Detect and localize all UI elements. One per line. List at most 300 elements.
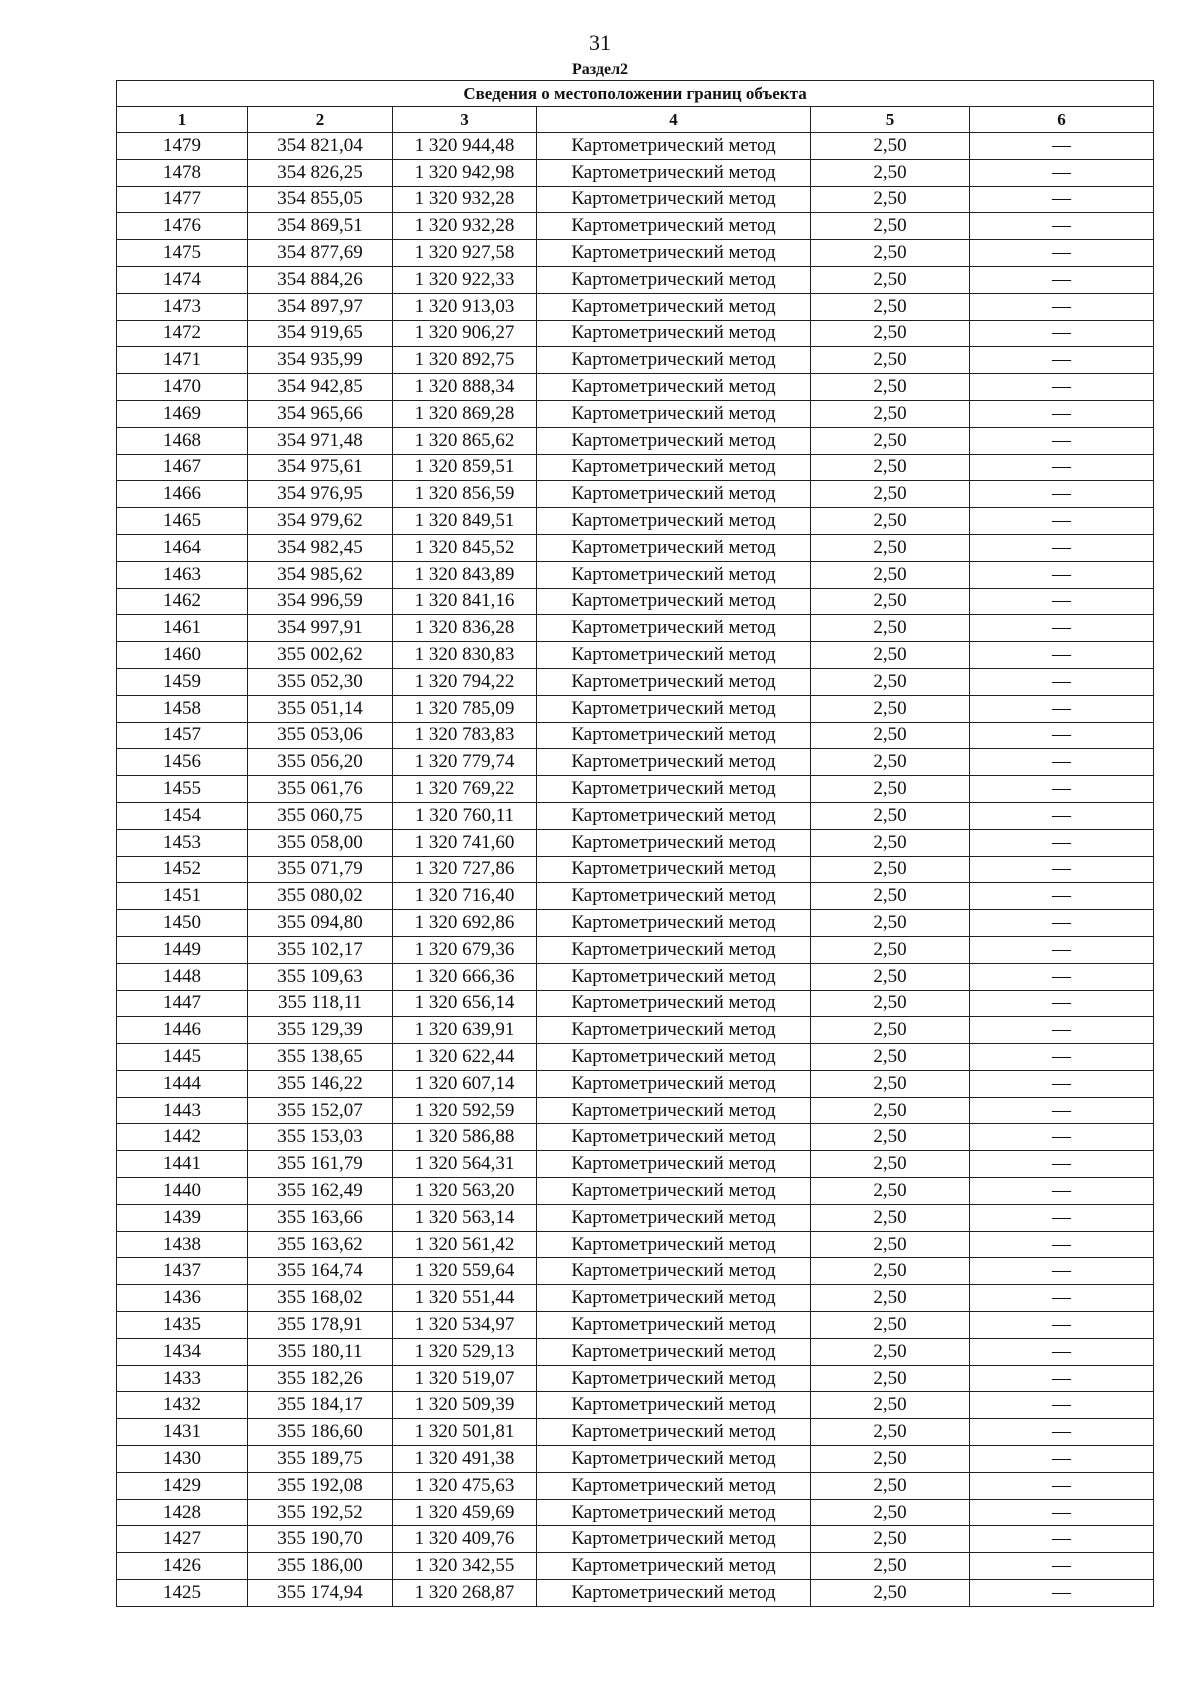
table-body bbox=[117, 133, 1154, 1607]
accuracy-cell: 2,50 bbox=[811, 266, 970, 293]
y-coordinate-cell: 1 320 563,20 bbox=[393, 1178, 537, 1205]
x-coordinate-cell: 355 051,14 bbox=[248, 695, 393, 722]
y-coordinate-cell: 1 320 666,36 bbox=[393, 963, 537, 990]
table-row bbox=[117, 1338, 1154, 1365]
y-coordinate-cell: 1 320 869,28 bbox=[393, 400, 537, 427]
accuracy-cell: 2,50 bbox=[811, 695, 970, 722]
accuracy-cell: 2,50 bbox=[811, 588, 970, 615]
description-cell: — bbox=[970, 159, 1154, 186]
point-number-cell: 1468 bbox=[117, 427, 248, 454]
method-cell: Картометрический метод bbox=[537, 400, 811, 427]
y-coordinate-cell: 1 320 794,22 bbox=[393, 668, 537, 695]
point-number-cell: 1432 bbox=[117, 1392, 248, 1419]
point-number-cell: 1443 bbox=[117, 1097, 248, 1124]
description-cell: — bbox=[970, 1017, 1154, 1044]
accuracy-cell: 2,50 bbox=[811, 1258, 970, 1285]
y-coordinate-cell: 1 320 760,11 bbox=[393, 802, 537, 829]
method-cell: Картометрический метод bbox=[537, 1419, 811, 1446]
point-number-cell: 1471 bbox=[117, 347, 248, 374]
table-row bbox=[117, 1124, 1154, 1151]
y-coordinate-cell: 1 320 845,52 bbox=[393, 534, 537, 561]
description-cell: — bbox=[970, 615, 1154, 642]
table-row bbox=[117, 1178, 1154, 1205]
description-cell: — bbox=[970, 133, 1154, 160]
accuracy-cell: 2,50 bbox=[811, 508, 970, 535]
accuracy-cell: 2,50 bbox=[811, 320, 970, 347]
description-cell: — bbox=[970, 910, 1154, 937]
method-cell: Картометрический метод bbox=[537, 642, 811, 669]
x-coordinate-cell: 354 997,91 bbox=[248, 615, 393, 642]
table-row bbox=[117, 695, 1154, 722]
method-cell: Картометрический метод bbox=[537, 427, 811, 454]
description-cell: — bbox=[970, 722, 1154, 749]
method-cell: Картометрический метод bbox=[537, 1204, 811, 1231]
x-coordinate-cell: 354 826,25 bbox=[248, 159, 393, 186]
table-row bbox=[117, 320, 1154, 347]
x-coordinate-cell: 355 002,62 bbox=[248, 642, 393, 669]
x-coordinate-cell: 355 163,62 bbox=[248, 1231, 393, 1258]
point-number-cell: 1455 bbox=[117, 776, 248, 803]
accuracy-cell: 2,50 bbox=[811, 159, 970, 186]
description-cell: — bbox=[970, 1499, 1154, 1526]
table-row bbox=[117, 133, 1154, 160]
table-row bbox=[117, 481, 1154, 508]
accuracy-cell: 2,50 bbox=[811, 1419, 970, 1446]
point-number-cell: 1472 bbox=[117, 320, 248, 347]
x-coordinate-cell: 355 153,03 bbox=[248, 1124, 393, 1151]
point-number-cell: 1470 bbox=[117, 374, 248, 401]
table-row bbox=[117, 615, 1154, 642]
table-row bbox=[117, 1070, 1154, 1097]
method-cell: Картометрический метод bbox=[537, 1580, 811, 1607]
method-cell: Картометрический метод bbox=[537, 1446, 811, 1473]
accuracy-cell: 2,50 bbox=[811, 668, 970, 695]
method-cell: Картометрический метод bbox=[537, 347, 811, 374]
table-row bbox=[117, 454, 1154, 481]
y-coordinate-cell: 1 320 656,14 bbox=[393, 990, 537, 1017]
table-row bbox=[117, 990, 1154, 1017]
description-cell: — bbox=[970, 1231, 1154, 1258]
table-row bbox=[117, 159, 1154, 186]
method-cell: Картометрический метод bbox=[537, 508, 811, 535]
point-number-cell: 1447 bbox=[117, 990, 248, 1017]
x-coordinate-cell: 355 053,06 bbox=[248, 722, 393, 749]
description-cell: — bbox=[970, 1419, 1154, 1446]
description-cell: — bbox=[970, 1392, 1154, 1419]
x-coordinate-cell: 355 180,11 bbox=[248, 1338, 393, 1365]
y-coordinate-cell: 1 320 561,42 bbox=[393, 1231, 537, 1258]
point-number-cell: 1462 bbox=[117, 588, 248, 615]
point-number-cell: 1456 bbox=[117, 749, 248, 776]
point-number-cell: 1465 bbox=[117, 508, 248, 535]
table-row bbox=[117, 1499, 1154, 1526]
accuracy-cell: 2,50 bbox=[811, 240, 970, 267]
x-coordinate-cell: 355 162,49 bbox=[248, 1178, 393, 1205]
table-caption: Сведения о местоположении границ объекта bbox=[117, 81, 1154, 107]
y-coordinate-cell: 1 320 942,98 bbox=[393, 159, 537, 186]
method-cell: Картометрический метод bbox=[537, 1258, 811, 1285]
method-cell: Картометрический метод bbox=[537, 829, 811, 856]
point-number-cell: 1448 bbox=[117, 963, 248, 990]
accuracy-cell: 2,50 bbox=[811, 561, 970, 588]
table-row bbox=[117, 1258, 1154, 1285]
point-number-cell: 1460 bbox=[117, 642, 248, 669]
accuracy-cell: 2,50 bbox=[811, 481, 970, 508]
point-number-cell: 1428 bbox=[117, 1499, 248, 1526]
section-title: Раздел2 bbox=[571, 61, 629, 78]
x-coordinate-cell: 355 163,66 bbox=[248, 1204, 393, 1231]
y-coordinate-cell: 1 320 944,48 bbox=[393, 133, 537, 160]
accuracy-cell: 2,50 bbox=[811, 856, 970, 883]
method-cell: Картометрический метод bbox=[537, 374, 811, 401]
accuracy-cell: 2,50 bbox=[811, 1097, 970, 1124]
description-cell: — bbox=[970, 856, 1154, 883]
point-number-cell: 1458 bbox=[117, 695, 248, 722]
x-coordinate-cell: 354 942,85 bbox=[248, 374, 393, 401]
point-number-cell: 1444 bbox=[117, 1070, 248, 1097]
x-coordinate-cell: 355 178,91 bbox=[248, 1312, 393, 1339]
accuracy-cell: 2,50 bbox=[811, 1231, 970, 1258]
point-number-cell: 1434 bbox=[117, 1338, 248, 1365]
x-coordinate-cell: 355 182,26 bbox=[248, 1365, 393, 1392]
point-number-cell: 1426 bbox=[117, 1553, 248, 1580]
table-row bbox=[117, 240, 1154, 267]
point-number-cell: 1429 bbox=[117, 1472, 248, 1499]
y-coordinate-cell: 1 320 892,75 bbox=[393, 347, 537, 374]
x-coordinate-cell: 355 102,17 bbox=[248, 936, 393, 963]
description-cell: — bbox=[970, 990, 1154, 1017]
accuracy-cell: 2,50 bbox=[811, 1338, 970, 1365]
point-number-cell: 1459 bbox=[117, 668, 248, 695]
point-number-cell: 1430 bbox=[117, 1446, 248, 1473]
description-cell: — bbox=[970, 454, 1154, 481]
column-header: 6 bbox=[970, 107, 1154, 133]
x-coordinate-cell: 354 971,48 bbox=[248, 427, 393, 454]
method-cell: Картометрический метод bbox=[537, 534, 811, 561]
description-cell: — bbox=[970, 588, 1154, 615]
method-cell: Картометрический метод bbox=[537, 1338, 811, 1365]
table-row bbox=[117, 534, 1154, 561]
x-coordinate-cell: 354 935,99 bbox=[248, 347, 393, 374]
x-coordinate-cell: 355 164,74 bbox=[248, 1258, 393, 1285]
accuracy-cell: 2,50 bbox=[811, 347, 970, 374]
y-coordinate-cell: 1 320 607,14 bbox=[393, 1070, 537, 1097]
method-cell: Картометрический метод bbox=[537, 1285, 811, 1312]
method-cell: Картометрический метод bbox=[537, 668, 811, 695]
description-cell: — bbox=[970, 642, 1154, 669]
table-row bbox=[117, 1526, 1154, 1553]
method-cell: Картометрический метод bbox=[537, 1365, 811, 1392]
y-coordinate-cell: 1 320 268,87 bbox=[393, 1580, 537, 1607]
x-coordinate-cell: 355 138,65 bbox=[248, 1044, 393, 1071]
table-row bbox=[117, 1044, 1154, 1071]
x-coordinate-cell: 355 146,22 bbox=[248, 1070, 393, 1097]
method-cell: Картометрический метод bbox=[537, 1553, 811, 1580]
point-number-cell: 1437 bbox=[117, 1258, 248, 1285]
y-coordinate-cell: 1 320 491,38 bbox=[393, 1446, 537, 1473]
x-coordinate-cell: 354 965,66 bbox=[248, 400, 393, 427]
table-row bbox=[117, 347, 1154, 374]
coordinates-table bbox=[116, 80, 1154, 1607]
accuracy-cell: 2,50 bbox=[811, 883, 970, 910]
method-cell: Картометрический метод bbox=[537, 963, 811, 990]
description-cell: — bbox=[970, 695, 1154, 722]
table-row bbox=[117, 829, 1154, 856]
method-cell: Картометрический метод bbox=[537, 1231, 811, 1258]
description-cell: — bbox=[970, 481, 1154, 508]
description-cell: — bbox=[970, 1070, 1154, 1097]
description-cell: — bbox=[970, 1580, 1154, 1607]
x-coordinate-cell: 355 168,02 bbox=[248, 1285, 393, 1312]
x-coordinate-cell: 355 109,63 bbox=[248, 963, 393, 990]
accuracy-cell: 2,50 bbox=[811, 963, 970, 990]
method-cell: Картометрический метод bbox=[537, 936, 811, 963]
x-coordinate-cell: 354 985,62 bbox=[248, 561, 393, 588]
table-row bbox=[117, 1580, 1154, 1607]
y-coordinate-cell: 1 320 927,58 bbox=[393, 240, 537, 267]
accuracy-cell: 2,50 bbox=[811, 1499, 970, 1526]
table-caption-row bbox=[117, 81, 1154, 107]
y-coordinate-cell: 1 320 856,59 bbox=[393, 481, 537, 508]
y-coordinate-cell: 1 320 501,81 bbox=[393, 1419, 537, 1446]
method-cell: Картометрический метод bbox=[537, 1499, 811, 1526]
method-cell: Картометрический метод bbox=[537, 186, 811, 213]
description-cell: — bbox=[970, 374, 1154, 401]
x-coordinate-cell: 355 058,00 bbox=[248, 829, 393, 856]
point-number-cell: 1433 bbox=[117, 1365, 248, 1392]
accuracy-cell: 2,50 bbox=[811, 1204, 970, 1231]
method-cell: Картометрический метод bbox=[537, 1070, 811, 1097]
y-coordinate-cell: 1 320 559,64 bbox=[393, 1258, 537, 1285]
x-coordinate-cell: 355 190,70 bbox=[248, 1526, 393, 1553]
y-coordinate-cell: 1 320 519,07 bbox=[393, 1365, 537, 1392]
table-row bbox=[117, 293, 1154, 320]
method-cell: Картометрический метод bbox=[537, 1044, 811, 1071]
y-coordinate-cell: 1 320 716,40 bbox=[393, 883, 537, 910]
accuracy-cell: 2,50 bbox=[811, 1446, 970, 1473]
method-cell: Картометрический метод bbox=[537, 910, 811, 937]
y-coordinate-cell: 1 320 849,51 bbox=[393, 508, 537, 535]
method-cell: Картометрический метод bbox=[537, 1124, 811, 1151]
table-header-row bbox=[117, 107, 1154, 133]
x-coordinate-cell: 354 976,95 bbox=[248, 481, 393, 508]
description-cell: — bbox=[970, 1338, 1154, 1365]
description-cell: — bbox=[970, 508, 1154, 535]
method-cell: Картометрический метод bbox=[537, 802, 811, 829]
x-coordinate-cell: 354 919,65 bbox=[248, 320, 393, 347]
description-cell: — bbox=[970, 1124, 1154, 1151]
description-cell: — bbox=[970, 668, 1154, 695]
accuracy-cell: 2,50 bbox=[811, 1392, 970, 1419]
method-cell: Картометрический метод bbox=[537, 293, 811, 320]
point-number-cell: 1463 bbox=[117, 561, 248, 588]
point-number-cell: 1425 bbox=[117, 1580, 248, 1607]
accuracy-cell: 2,50 bbox=[811, 1553, 970, 1580]
method-cell: Картометрический метод bbox=[537, 1151, 811, 1178]
description-cell: — bbox=[970, 776, 1154, 803]
table-row bbox=[117, 508, 1154, 535]
accuracy-cell: 2,50 bbox=[811, 1044, 970, 1071]
description-cell: — bbox=[970, 1178, 1154, 1205]
point-number-cell: 1474 bbox=[117, 266, 248, 293]
y-coordinate-cell: 1 320 913,03 bbox=[393, 293, 537, 320]
table-row bbox=[117, 1419, 1154, 1446]
y-coordinate-cell: 1 320 622,44 bbox=[393, 1044, 537, 1071]
point-number-cell: 1435 bbox=[117, 1312, 248, 1339]
point-number-cell: 1452 bbox=[117, 856, 248, 883]
y-coordinate-cell: 1 320 692,86 bbox=[393, 910, 537, 937]
table-row bbox=[117, 1392, 1154, 1419]
method-cell: Картометрический метод bbox=[537, 615, 811, 642]
accuracy-cell: 2,50 bbox=[811, 427, 970, 454]
point-number-cell: 1451 bbox=[117, 883, 248, 910]
x-coordinate-cell: 354 897,97 bbox=[248, 293, 393, 320]
x-coordinate-cell: 354 855,05 bbox=[248, 186, 393, 213]
table-row bbox=[117, 776, 1154, 803]
point-number-cell: 1473 bbox=[117, 293, 248, 320]
description-cell: — bbox=[970, 1446, 1154, 1473]
point-number-cell: 1476 bbox=[117, 213, 248, 240]
description-cell: — bbox=[970, 1044, 1154, 1071]
table-row bbox=[117, 427, 1154, 454]
y-coordinate-cell: 1 320 459,69 bbox=[393, 1499, 537, 1526]
table-row bbox=[117, 668, 1154, 695]
description-cell: — bbox=[970, 1553, 1154, 1580]
x-coordinate-cell: 354 821,04 bbox=[248, 133, 393, 160]
x-coordinate-cell: 355 071,79 bbox=[248, 856, 393, 883]
y-coordinate-cell: 1 320 409,76 bbox=[393, 1526, 537, 1553]
x-coordinate-cell: 355 192,08 bbox=[248, 1472, 393, 1499]
y-coordinate-cell: 1 320 779,74 bbox=[393, 749, 537, 776]
accuracy-cell: 2,50 bbox=[811, 1124, 970, 1151]
point-number-cell: 1478 bbox=[117, 159, 248, 186]
point-number-cell: 1445 bbox=[117, 1044, 248, 1071]
method-cell: Картометрический метод bbox=[537, 1097, 811, 1124]
description-cell: — bbox=[970, 186, 1154, 213]
point-number-cell: 1436 bbox=[117, 1285, 248, 1312]
table-row bbox=[117, 856, 1154, 883]
description-cell: — bbox=[970, 749, 1154, 776]
x-coordinate-cell: 354 975,61 bbox=[248, 454, 393, 481]
description-cell: — bbox=[970, 240, 1154, 267]
column-header: 1 bbox=[117, 107, 248, 133]
accuracy-cell: 2,50 bbox=[811, 133, 970, 160]
accuracy-cell: 2,50 bbox=[811, 829, 970, 856]
point-number-cell: 1441 bbox=[117, 1151, 248, 1178]
table-row bbox=[117, 374, 1154, 401]
x-coordinate-cell: 354 996,59 bbox=[248, 588, 393, 615]
description-cell: — bbox=[970, 534, 1154, 561]
accuracy-cell: 2,50 bbox=[811, 615, 970, 642]
point-number-cell: 1477 bbox=[117, 186, 248, 213]
y-coordinate-cell: 1 320 741,60 bbox=[393, 829, 537, 856]
accuracy-cell: 2,50 bbox=[811, 990, 970, 1017]
table-row bbox=[117, 1285, 1154, 1312]
table-row bbox=[117, 910, 1154, 937]
accuracy-cell: 2,50 bbox=[811, 534, 970, 561]
column-header: 2 bbox=[248, 107, 393, 133]
table-row bbox=[117, 722, 1154, 749]
point-number-cell: 1450 bbox=[117, 910, 248, 937]
point-number-cell: 1475 bbox=[117, 240, 248, 267]
point-number-cell: 1464 bbox=[117, 534, 248, 561]
x-coordinate-cell: 355 061,76 bbox=[248, 776, 393, 803]
accuracy-cell: 2,50 bbox=[811, 936, 970, 963]
y-coordinate-cell: 1 320 592,59 bbox=[393, 1097, 537, 1124]
description-cell: — bbox=[970, 1151, 1154, 1178]
table-row bbox=[117, 266, 1154, 293]
x-coordinate-cell: 355 186,60 bbox=[248, 1419, 393, 1446]
table-row bbox=[117, 1312, 1154, 1339]
description-cell: — bbox=[970, 802, 1154, 829]
accuracy-cell: 2,50 bbox=[811, 213, 970, 240]
column-header: 5 bbox=[811, 107, 970, 133]
method-cell: Картометрический метод bbox=[537, 1472, 811, 1499]
y-coordinate-cell: 1 320 932,28 bbox=[393, 213, 537, 240]
description-cell: — bbox=[970, 829, 1154, 856]
accuracy-cell: 2,50 bbox=[811, 374, 970, 401]
y-coordinate-cell: 1 320 551,44 bbox=[393, 1285, 537, 1312]
table-row bbox=[117, 1017, 1154, 1044]
y-coordinate-cell: 1 320 529,13 bbox=[393, 1338, 537, 1365]
table-row bbox=[117, 1231, 1154, 1258]
point-number-cell: 1479 bbox=[117, 133, 248, 160]
x-coordinate-cell: 355 052,30 bbox=[248, 668, 393, 695]
y-coordinate-cell: 1 320 830,83 bbox=[393, 642, 537, 669]
point-number-cell: 1454 bbox=[117, 802, 248, 829]
table-row bbox=[117, 1553, 1154, 1580]
table-row bbox=[117, 400, 1154, 427]
column-header: 4 bbox=[537, 107, 811, 133]
point-number-cell: 1461 bbox=[117, 615, 248, 642]
description-cell: — bbox=[970, 347, 1154, 374]
accuracy-cell: 2,50 bbox=[811, 1151, 970, 1178]
accuracy-cell: 2,50 bbox=[811, 642, 970, 669]
table-row bbox=[117, 802, 1154, 829]
accuracy-cell: 2,50 bbox=[811, 293, 970, 320]
method-cell: Картометрический метод bbox=[537, 454, 811, 481]
y-coordinate-cell: 1 320 564,31 bbox=[393, 1151, 537, 1178]
y-coordinate-cell: 1 320 843,89 bbox=[393, 561, 537, 588]
method-cell: Картометрический метод bbox=[537, 213, 811, 240]
point-number-cell: 1449 bbox=[117, 936, 248, 963]
y-coordinate-cell: 1 320 509,39 bbox=[393, 1392, 537, 1419]
method-cell: Картометрический метод bbox=[537, 159, 811, 186]
y-coordinate-cell: 1 320 932,28 bbox=[393, 186, 537, 213]
description-cell: — bbox=[970, 936, 1154, 963]
table-row bbox=[117, 936, 1154, 963]
description-cell: — bbox=[970, 1097, 1154, 1124]
method-cell: Картометрический метод bbox=[537, 722, 811, 749]
accuracy-cell: 2,50 bbox=[811, 722, 970, 749]
column-header: 3 bbox=[393, 107, 537, 133]
table-row bbox=[117, 1472, 1154, 1499]
method-cell: Картометрический метод bbox=[537, 883, 811, 910]
method-cell: Картометрический метод bbox=[537, 776, 811, 803]
point-number-cell: 1466 bbox=[117, 481, 248, 508]
x-coordinate-cell: 355 152,07 bbox=[248, 1097, 393, 1124]
accuracy-cell: 2,50 bbox=[811, 1580, 970, 1607]
description-cell: — bbox=[970, 266, 1154, 293]
y-coordinate-cell: 1 320 841,16 bbox=[393, 588, 537, 615]
accuracy-cell: 2,50 bbox=[811, 454, 970, 481]
method-cell: Картометрический метод bbox=[537, 990, 811, 1017]
y-coordinate-cell: 1 320 563,14 bbox=[393, 1204, 537, 1231]
description-cell: — bbox=[970, 1285, 1154, 1312]
y-coordinate-cell: 1 320 859,51 bbox=[393, 454, 537, 481]
point-number-cell: 1467 bbox=[117, 454, 248, 481]
point-number-cell: 1453 bbox=[117, 829, 248, 856]
